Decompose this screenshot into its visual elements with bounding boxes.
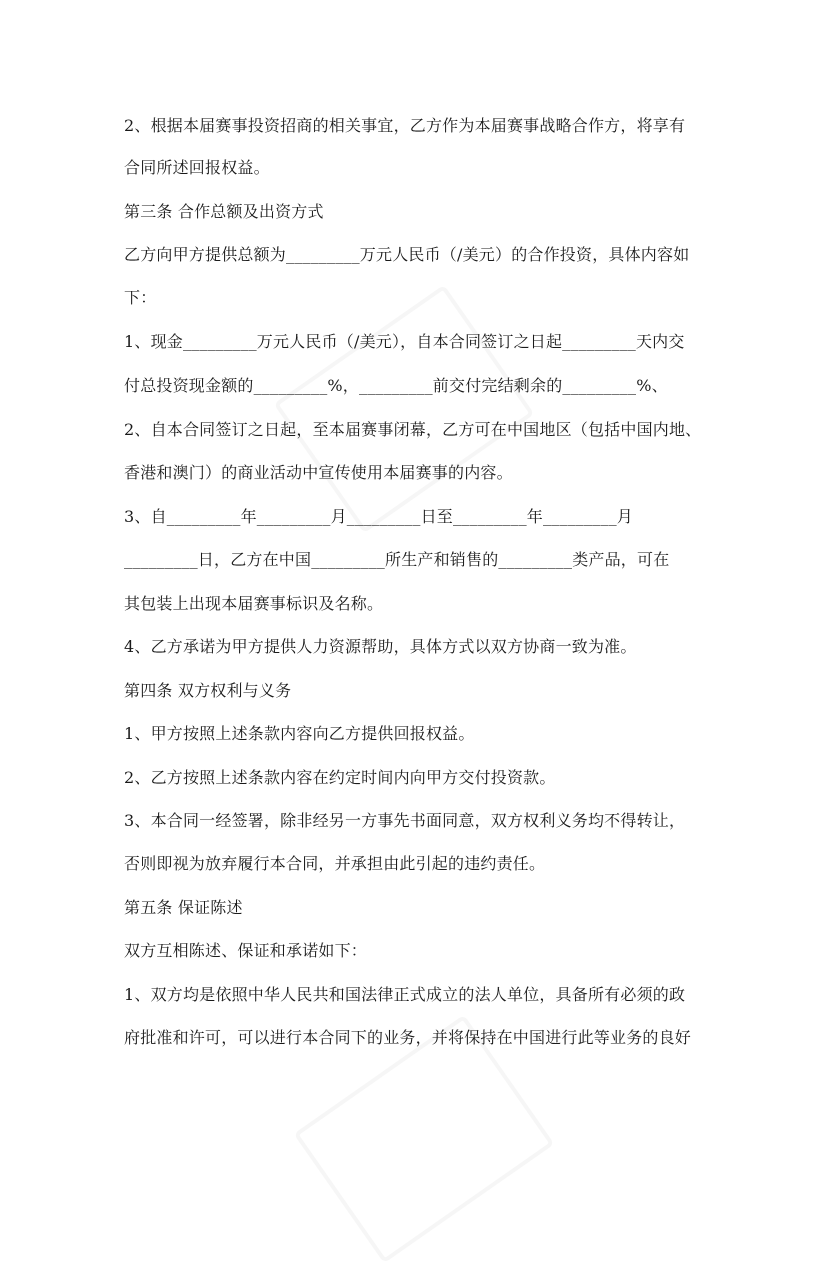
- watermark-mark: [293, 1015, 554, 1263]
- text-line: _________日，乙方在中国_________所生产和销售的_________类产品，可在: [124, 550, 670, 569]
- text-line: 3、本合同一经签署，除非经另一方事先书面同意，双方权利义务均不得转让，: [124, 811, 686, 830]
- text-line: 否则即视为放弃履行本合同，并承担由此引起的违约责任。: [124, 854, 546, 873]
- text-line: 1、甲方按照上述条款内容向乙方提供回报权益。: [124, 724, 475, 743]
- text-line: 4、乙方承诺为甲方提供人力资源帮助，具体方式以双方协商一致为准。: [124, 637, 637, 656]
- text-line: 2、乙方按照上述条款内容在约定时间内向甲方交付投资款。: [124, 768, 556, 787]
- text-line: 1、现金_________万元人民币（/美元），自本合同签订之日起_________天内交: [124, 332, 685, 351]
- text-line: 3、自_________年_________月_________日至_________年_________月: [124, 507, 633, 526]
- text-line: 乙方向甲方提供总额为_________万元人民币（/美元）的合作投资，具体内容如: [124, 245, 690, 264]
- section-heading: 第四条 双方权利与义务: [124, 681, 292, 700]
- text-line: 其包装上出现本届赛事标识及名称。: [124, 594, 384, 613]
- text-line: 付总投资现金额的_________%，_________前交付完结剩余的_________%、: [124, 376, 668, 395]
- text-line: 下：: [124, 288, 157, 307]
- text-line: 合同所述回报权益。: [124, 158, 270, 177]
- text-line: 1、双方均是依照中华人民共和国法律正式成立的法人单位，具备所有必须的政: [124, 985, 686, 1004]
- text-line: 2、根据本届赛事投资招商的相关事宜，乙方作为本届赛事战略合作方，将享有: [124, 116, 686, 135]
- text-line: 香港和澳门）的商业活动中宣传使用本届赛事的内容。: [124, 463, 513, 482]
- section-heading: 第五条 保证陈述: [124, 898, 243, 917]
- text-line: 双方互相陈述、保证和承诺如下：: [124, 941, 368, 960]
- section-heading: 第三条 合作总额及出资方式: [124, 202, 324, 221]
- text-line: 府批准和许可，可以进行本合同下的业务，并将保持在中国进行此等业务的良好: [124, 1028, 692, 1047]
- watermark-mark: [273, 285, 534, 534]
- text-line: 2、自本合同签订之日起，至本届赛事闭幕，乙方可在中国地区（包括中国内地、: [124, 420, 702, 439]
